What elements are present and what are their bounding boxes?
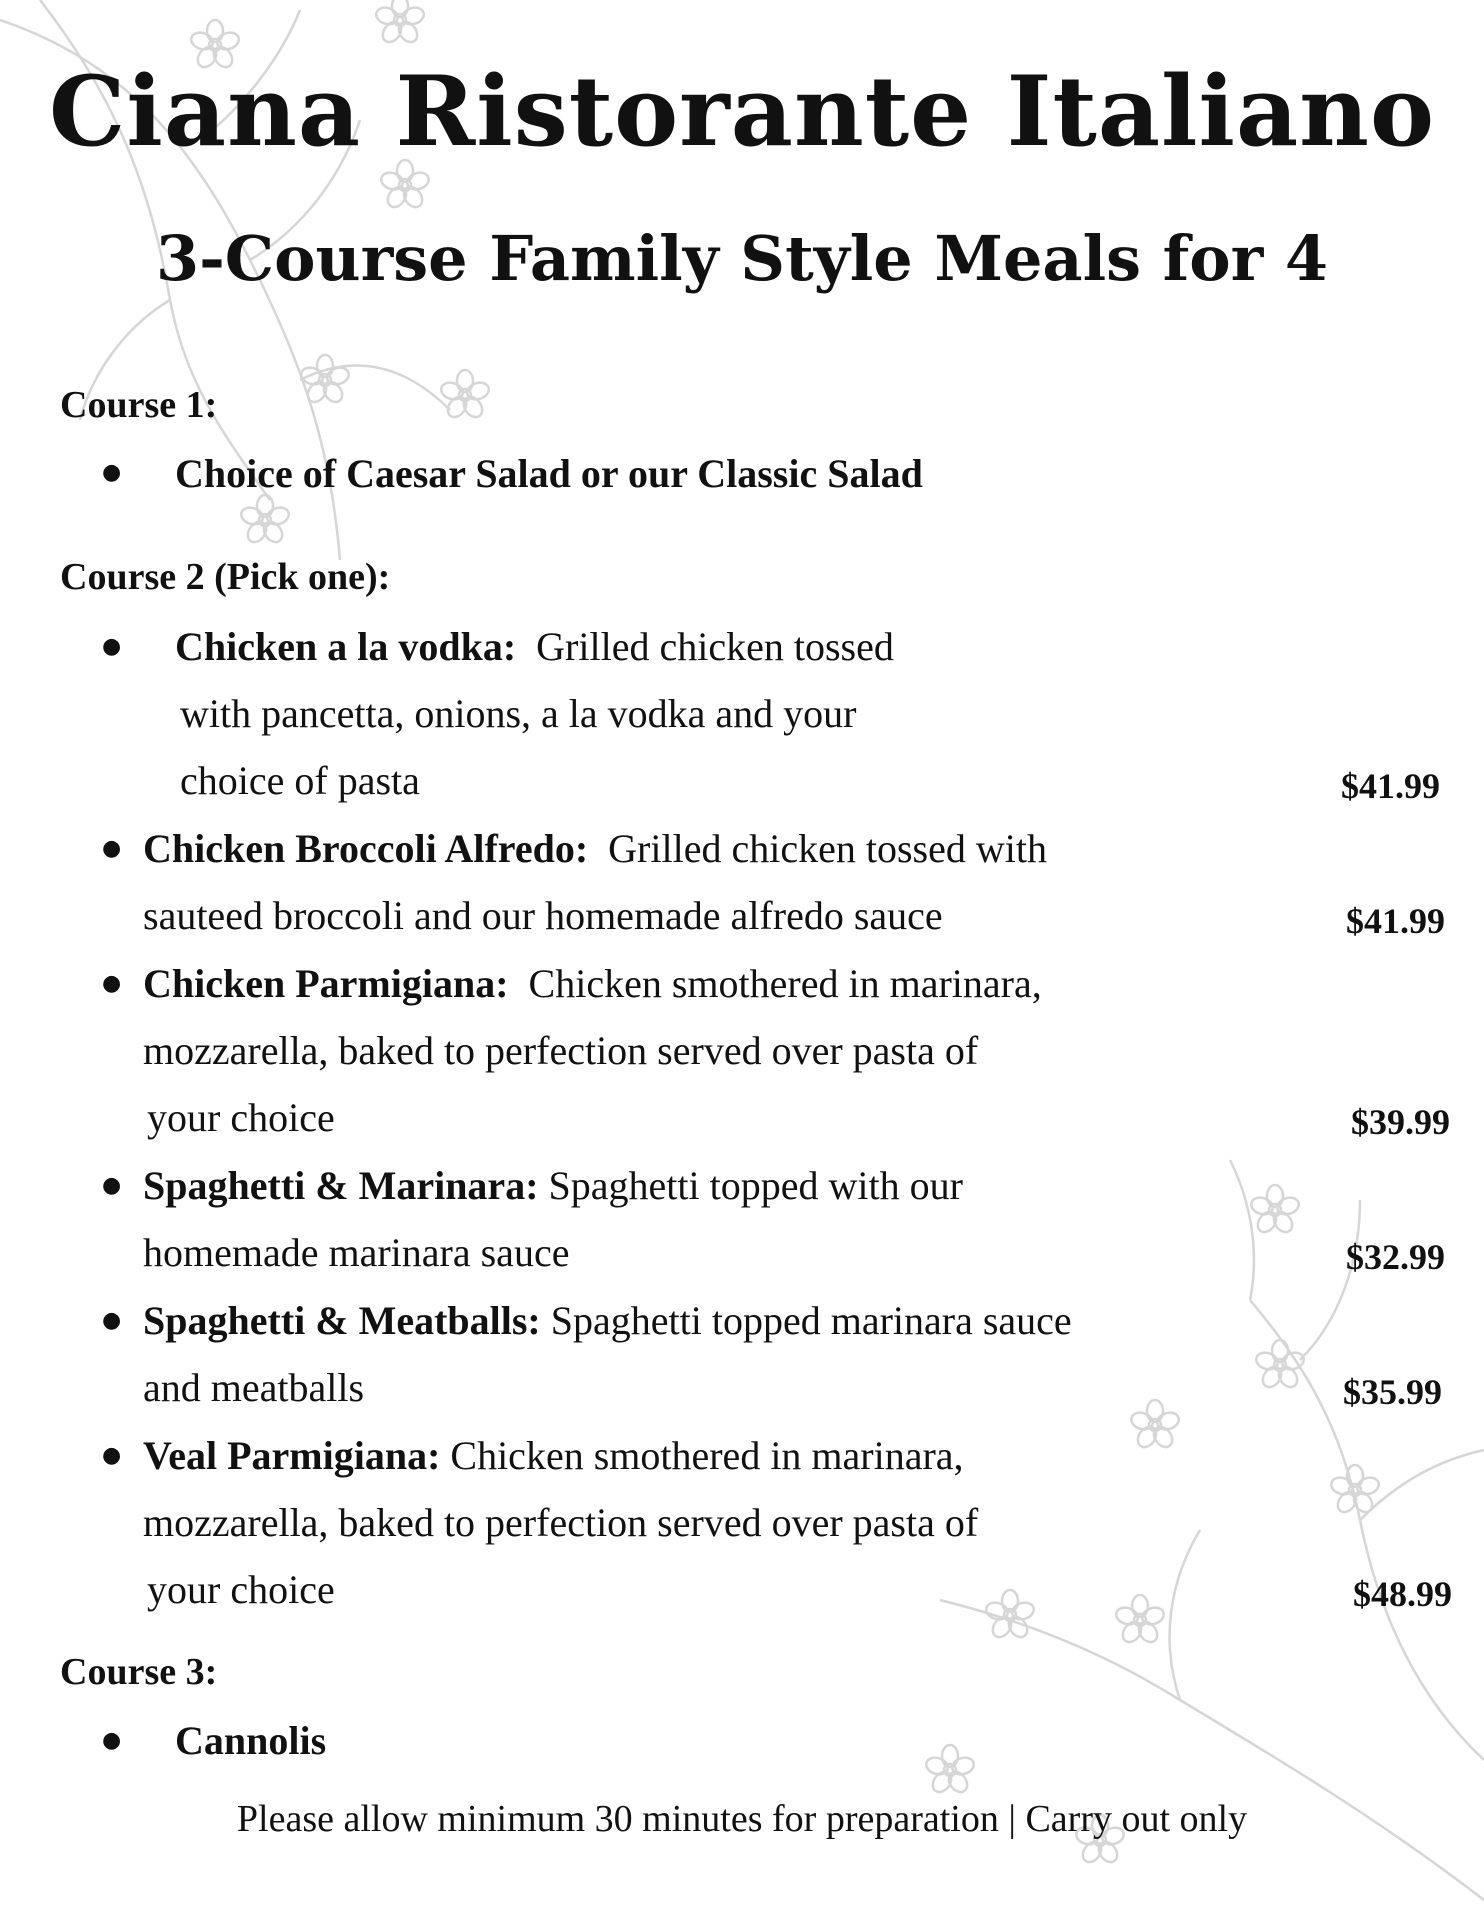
item-description-line: sauteed broccoli and our homemade alfredo sauce [143, 893, 943, 938]
item-name: Spaghetti & Meatballs: [143, 1298, 541, 1343]
bullet-icon: ● [102, 1443, 122, 1468]
item-description: Chicken smothered in marinara, [450, 1433, 964, 1478]
item-description-line: homemade marinara sauce [143, 1230, 570, 1275]
item-description-line: mozzarella, baked to perfection served over pasta of [143, 1500, 979, 1545]
menu-subtitle: 3-Course Family Style Meals for 4 [155, 222, 1329, 295]
menu-item-chicken-vodka [175, 613, 894, 680]
item-name: Veal Parmigiana: [143, 1433, 441, 1478]
bullet-icon: ● [102, 634, 122, 659]
item-price: $32.99 [1346, 1237, 1445, 1277]
item-name: Chicken Broccoli Alfredo: [143, 826, 589, 871]
footer-note: Please allow minimum 30 minutes for preparation | Carry out only [236, 1798, 1248, 1840]
menu-item-spaghetti-marinara [143, 1152, 963, 1219]
bullet-icon: ● [102, 1308, 122, 1333]
item-description: Spaghetti topped with our [548, 1163, 963, 1208]
item-description-line: and meatballs [143, 1365, 365, 1410]
item-description-line: with pancetta, onions, a la vodka and your [180, 691, 857, 736]
item-price: $35.99 [1343, 1372, 1442, 1412]
item-description-line: choice of pasta [180, 758, 420, 803]
menu-item-veal-parmigiana [143, 1422, 964, 1489]
menu-item-chicken-parmigiana [143, 950, 1042, 1017]
bullet-icon: ● [102, 1728, 122, 1753]
item-description: Chicken smothered in marinara, [528, 961, 1042, 1006]
item-description-line: mozzarella, baked to perfection served over pasta of [143, 1028, 979, 1073]
item-name: Spaghetti & Marinara: [143, 1163, 539, 1208]
item-price: $39.99 [1351, 1102, 1450, 1142]
item-price: $41.99 [1346, 901, 1445, 941]
item-description-line: your choice [147, 1567, 335, 1612]
course-3-item: Cannolis [175, 1718, 327, 1763]
bullet-icon: ● [102, 460, 122, 485]
item-name: Chicken Parmigiana: [143, 961, 509, 1006]
course-3-heading: Course 3: [60, 1651, 218, 1693]
item-price: $48.99 [1353, 1574, 1452, 1614]
course-1-heading: Course 1: [60, 384, 218, 426]
item-description-line: your choice [147, 1095, 335, 1140]
item-description: Spaghetti topped marinara sauce [550, 1298, 1072, 1343]
item-name: Chicken a la vodka: [175, 624, 517, 669]
course-2-heading: Course 2 (Pick one): [60, 556, 391, 598]
menu-item-spaghetti-meatballs [143, 1287, 1072, 1354]
item-description: Grilled chicken tossed with [608, 826, 1047, 871]
item-price: $41.99 [1341, 766, 1440, 806]
item-description: Grilled chicken tossed [536, 624, 894, 669]
course-1-item: Choice of Caesar Salad or our Classic Salad [175, 451, 923, 496]
bullet-icon: ● [102, 836, 122, 861]
bullet-icon: ● [102, 971, 122, 996]
menu-item-broccoli-alfredo [143, 815, 1047, 882]
restaurant-title: Ciana Ristorante Italiano [48, 55, 1435, 168]
bullet-icon: ● [102, 1173, 122, 1198]
